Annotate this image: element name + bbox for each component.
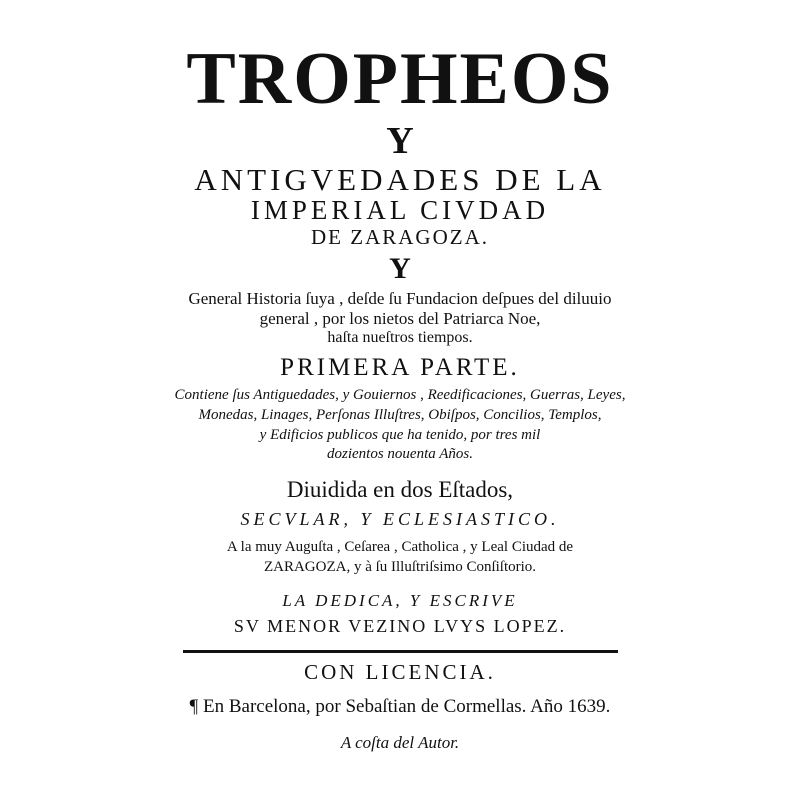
book-title: TROPHEOS xyxy=(186,38,614,120)
subtitle-line-3: DE ZARAGOZA. xyxy=(311,225,489,249)
divider-rule xyxy=(183,650,618,653)
costa-line: A coſta del Autor. xyxy=(340,733,460,752)
contents-line-3: y Edificios publicos que ha tenido, por tres mil xyxy=(259,427,541,443)
dedication-line-1: A la muy Auguſta , Ceſarea , Catholica , y Leal Ciudad de xyxy=(226,539,574,555)
part-heading: PRIMERA PARTE. xyxy=(280,354,520,381)
dedica-line: LA DEDICA, Y ESCRIVE xyxy=(282,591,518,610)
contents-line-4: dozientos nouenta Años. xyxy=(327,446,473,462)
division-line: Diuidida en dos Eſtados, xyxy=(286,477,514,502)
license-line: CON LICENCIA. xyxy=(304,660,496,684)
subtitle-line-2: IMPERIAL CIVDAD xyxy=(250,195,550,225)
contents-line-2: Monedas, Linages, Perſonas Illuſtres, Obiſpos, Concilios, Templos, xyxy=(198,407,602,423)
general-history-line-2: general , por los nietos del Patriarca Noe, xyxy=(259,309,541,328)
conjunction-2: Y xyxy=(389,252,411,285)
general-history-line-3: haſta nueſtros tiempos. xyxy=(327,329,473,346)
subtitle-line-1: ANTIGVEDADES DE LA xyxy=(194,162,606,197)
contents-line-1: Contiene ſus Antiguedades, y Gouiernos , Reedificaciones, Guerras, Leyes, xyxy=(174,387,626,403)
dedication-line-2: ZARAGOZA, y à ſu Illuſtriſsimo Conſiſtorio. xyxy=(263,559,537,575)
imprint-line: ¶ En Barcelona, por Sebaſtian de Cormellas. Año 1639. xyxy=(189,696,611,717)
general-history-line-1: General Historia ſuya , deſde ſu Fundacion deſpues del diluuio xyxy=(188,289,612,308)
author-line: SV MENOR VEZINO LVYS LOPEZ. xyxy=(233,616,567,636)
states-line: SECVLAR, Y ECLESIASTICO. xyxy=(240,509,560,529)
conjunction-1: Y xyxy=(386,120,414,162)
